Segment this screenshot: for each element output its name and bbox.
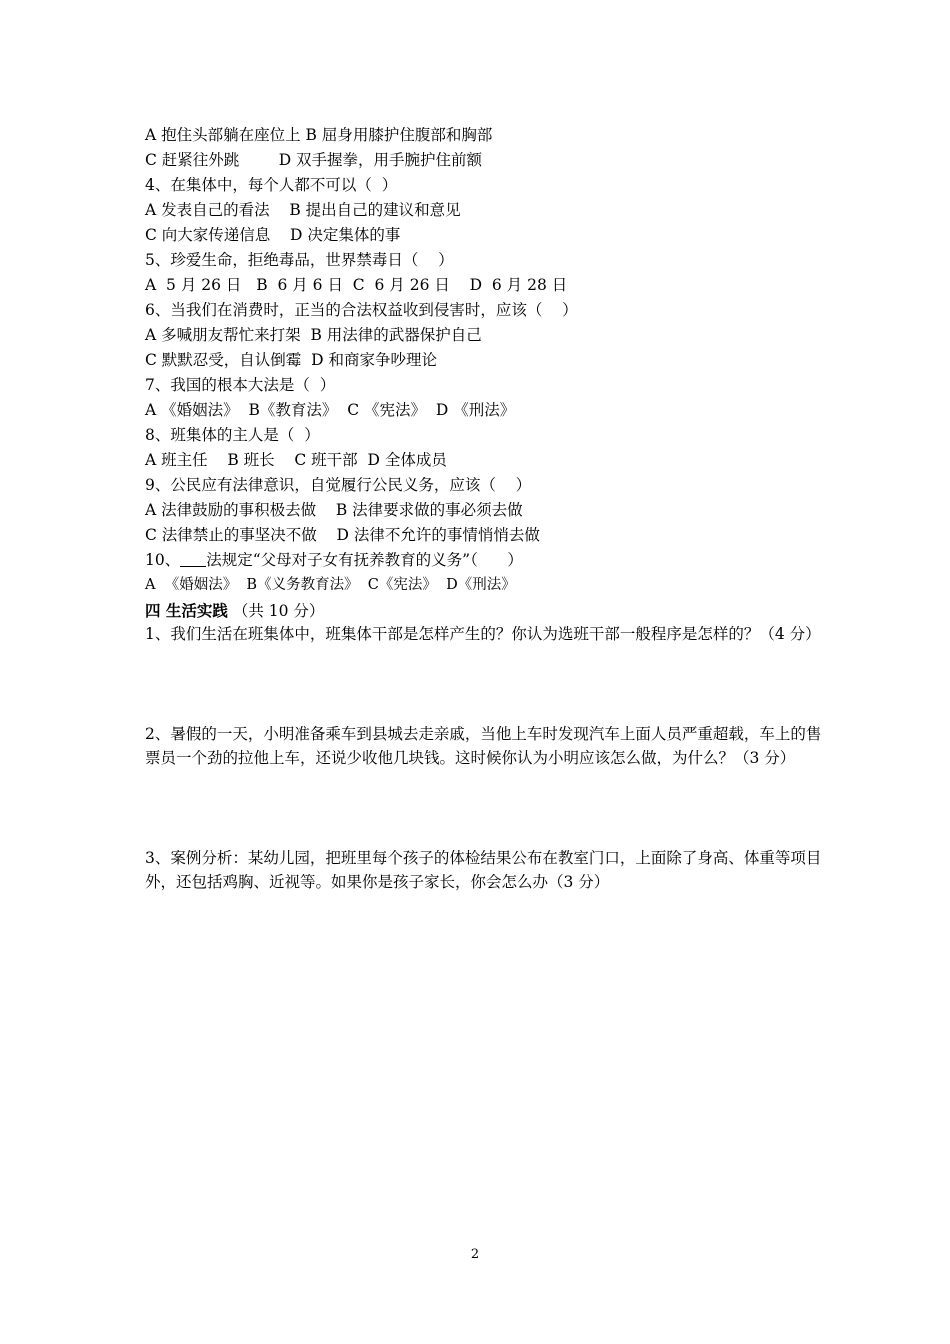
mc-line: A 抱住头部躺在座位上 B 屈身用膝护住腹部和胸部 <box>145 126 493 144</box>
mc-line: 5、珍爱生命，拒绝毒品，世界禁毒日（ ） <box>145 251 454 269</box>
mc-line: A 法律鼓励的事积极去做 B 法律要求做的事必须去做 <box>145 501 523 519</box>
fill-blank <box>180 552 206 567</box>
mc-line: 4、在集体中，每个人都不可以（ ） <box>145 176 398 194</box>
practice-question-1: 1、我们生活在班集体中，班集体干部是怎样产生的？你认为选班干部一般程序是怎样的？（4 分） <box>145 625 821 643</box>
mc-line: 8、班集体的主人是（ ） <box>145 426 320 444</box>
multiple-choice-section <box>145 123 825 623</box>
q10-options: A 《婚姻法》 B《义务教育法》 C《宪法》 D《刑法》 <box>145 577 516 593</box>
practice-question-3: 3、案例分析：某幼儿园，把班里每个孩子的体检结果公布在教室门口，上面除了身高、体重等项目外，还包括鸡胸、近视等。如果你是孩子家长，你会怎么办（3 分） <box>145 849 822 891</box>
mc-line: 6、当我们在消费时，正当的合法权益收到侵害时，应该（ ） <box>145 301 578 319</box>
mc-line: C 法律禁止的事坚决不做 D 法律不允许的事情悄悄去做 <box>145 526 540 544</box>
mc-line: A 《婚姻法》 B《教育法》 C 《宪法》 D 《刑法》 <box>145 401 516 419</box>
mc-line: C 向大家传递信息 D 决定集体的事 <box>145 226 401 244</box>
mc-line: C 赶紧往外跳 D 双手握拳，用手腕护住前额 <box>145 151 483 169</box>
question-10 <box>145 548 825 573</box>
mc-line: A 发表自己的看法 B 提出自己的建议和意见 <box>145 201 461 219</box>
q10-prefix: 10、 <box>145 551 181 569</box>
mc-line: 7、我国的根本大法是（ ） <box>145 376 336 394</box>
mc-line: A 多喊朋友帮忙来打架 B 用法律的武器保护自己 <box>145 326 482 344</box>
mc-line: 9、公民应有法律意识，自觉履行公民义务，应该（ ） <box>145 476 532 494</box>
page-number: 2 <box>470 1247 480 1262</box>
section-heading <box>145 598 825 623</box>
mc-line: C 默默忍受，自认倒霉 D 和商家争吵理论 <box>145 351 437 369</box>
practice-question-2: 2、暑假的一天，小明准备乘车到县城去走亲戚，当他上车时发现汽车上面人员严重超载，车上的售票员一个劲的拉他上车，还说少收他几块钱。这时候你认为小明应该怎么做，为什么？（3 分） <box>145 725 822 767</box>
mc-line: A 5 月 26 日 B 6 月 6 日 C 6 月 26 日 D 6 月 28 日 <box>145 276 568 294</box>
section-title: 四 生活实践 <box>145 601 228 620</box>
mc-line: A 班主任 B 班长 C 班干部 D 全体成员 <box>145 451 447 469</box>
section-score: （共 10 分） <box>227 602 325 620</box>
q10-suffix: 法规定“父母对子女有抚养教育的义务”（ ） <box>206 551 523 569</box>
